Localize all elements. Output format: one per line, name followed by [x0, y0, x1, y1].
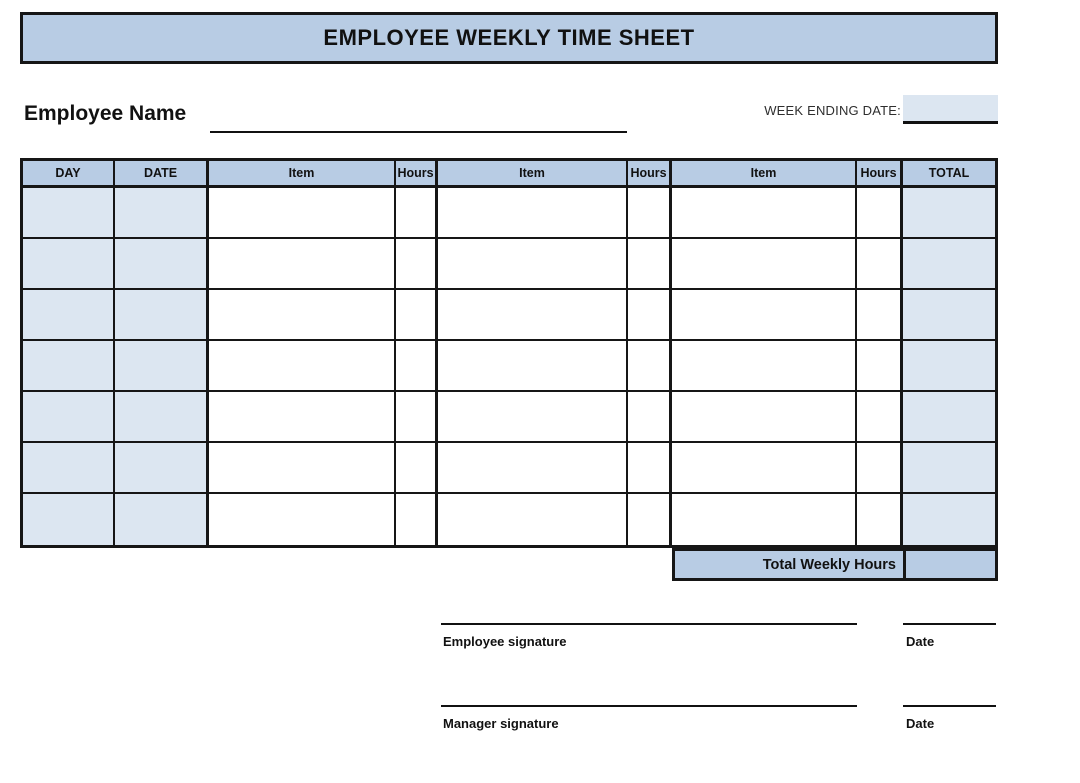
column-header-6-item: Item — [672, 161, 857, 188]
employee-signature-date-input[interactable] — [903, 599, 996, 625]
cell-r7-c8[interactable] — [903, 494, 995, 545]
manager-signature-label: Manager signature — [443, 716, 559, 731]
cell-r5-c3[interactable] — [396, 392, 438, 443]
cell-r3-c6[interactable] — [672, 290, 857, 341]
cell-r2-c4[interactable] — [438, 239, 628, 290]
cell-r1-c3[interactable] — [396, 188, 438, 239]
cell-r5-c5[interactable] — [628, 392, 672, 443]
cell-r2-c2[interactable] — [209, 239, 396, 290]
cell-r7-c6[interactable] — [672, 494, 857, 545]
cell-r3-c2[interactable] — [209, 290, 396, 341]
week-ending-date-label: WEEK ENDING DATE: — [764, 103, 901, 118]
cell-r2-c7[interactable] — [857, 239, 903, 290]
cell-r7-c2[interactable] — [209, 494, 396, 545]
cell-r4-c5[interactable] — [628, 341, 672, 392]
cell-r6-c7[interactable] — [857, 443, 903, 494]
cell-r7-c7[interactable] — [857, 494, 903, 545]
cell-r6-c0[interactable] — [23, 443, 115, 494]
cell-r7-c3[interactable] — [396, 494, 438, 545]
manager-signature-input[interactable] — [441, 681, 857, 707]
page-title: EMPLOYEE WEEKLY TIME SHEET — [323, 25, 695, 50]
cell-r4-c6[interactable] — [672, 341, 857, 392]
cell-r5-c1[interactable] — [115, 392, 209, 443]
employee-name-input[interactable] — [210, 106, 627, 133]
manager-signature-date-label: Date — [906, 716, 935, 731]
column-header-2-item: Item — [209, 161, 396, 188]
cell-r5-c8[interactable] — [903, 392, 995, 443]
cell-r7-c5[interactable] — [628, 494, 672, 545]
cell-r3-c3[interactable] — [396, 290, 438, 341]
employee-name-label: Employee Name — [24, 102, 187, 125]
employee-signature-date-label: Date — [906, 634, 935, 649]
cell-r2-c3[interactable] — [396, 239, 438, 290]
total-weekly-hours-label: Total Weekly Hours — [675, 551, 906, 578]
cell-r6-c2[interactable] — [209, 443, 396, 494]
cell-r6-c6[interactable] — [672, 443, 857, 494]
cell-r3-c0[interactable] — [23, 290, 115, 341]
cell-r7-c4[interactable] — [438, 494, 628, 545]
cell-r6-c5[interactable] — [628, 443, 672, 494]
cell-r6-c3[interactable] — [396, 443, 438, 494]
cell-r4-c2[interactable] — [209, 341, 396, 392]
cell-r5-c7[interactable] — [857, 392, 903, 443]
employee-signature-label: Employee signature — [443, 634, 567, 649]
cell-r3-c7[interactable] — [857, 290, 903, 341]
cell-r2-c0[interactable] — [23, 239, 115, 290]
cell-r4-c3[interactable] — [396, 341, 438, 392]
column-header-8-total: TOTAL — [903, 161, 995, 188]
column-header-1-date: DATE — [115, 161, 209, 188]
week-ending-date-input[interactable] — [903, 95, 998, 124]
cell-r2-c8[interactable] — [903, 239, 995, 290]
cell-r1-c6[interactable] — [672, 188, 857, 239]
cell-r1-c7[interactable] — [857, 188, 903, 239]
timesheet-table — [20, 158, 998, 548]
total-weekly-hours-row — [672, 548, 998, 581]
cell-r4-c4[interactable] — [438, 341, 628, 392]
cell-r1-c1[interactable] — [115, 188, 209, 239]
cell-r1-c2[interactable] — [209, 188, 396, 239]
manager-signature-date-input[interactable] — [903, 681, 996, 707]
column-header-4-item: Item — [438, 161, 628, 188]
cell-r2-c6[interactable] — [672, 239, 857, 290]
cell-r1-c5[interactable] — [628, 188, 672, 239]
cell-r6-c1[interactable] — [115, 443, 209, 494]
column-header-7-hours: Hours — [857, 161, 903, 188]
cell-r1-c4[interactable] — [438, 188, 628, 239]
cell-r2-c1[interactable] — [115, 239, 209, 290]
cell-r3-c1[interactable] — [115, 290, 209, 341]
cell-r5-c6[interactable] — [672, 392, 857, 443]
cell-r3-c8[interactable] — [903, 290, 995, 341]
total-weekly-hours-value[interactable] — [906, 551, 995, 578]
cell-r3-c5[interactable] — [628, 290, 672, 341]
cell-r4-c7[interactable] — [857, 341, 903, 392]
cell-r2-c5[interactable] — [628, 239, 672, 290]
cell-r7-c1[interactable] — [115, 494, 209, 545]
cell-r4-c0[interactable] — [23, 341, 115, 392]
title-bar — [20, 12, 998, 64]
cell-r5-c2[interactable] — [209, 392, 396, 443]
column-header-5-hours: Hours — [628, 161, 672, 188]
cell-r4-c8[interactable] — [903, 341, 995, 392]
cell-r1-c8[interactable] — [903, 188, 995, 239]
cell-r1-c0[interactable] — [23, 188, 115, 239]
column-header-0-day: DAY — [23, 161, 115, 188]
cell-r5-c0[interactable] — [23, 392, 115, 443]
column-header-3-hours: Hours — [396, 161, 438, 188]
employee-signature-input[interactable] — [441, 599, 857, 625]
cell-r7-c0[interactable] — [23, 494, 115, 545]
cell-r4-c1[interactable] — [115, 341, 209, 392]
cell-r3-c4[interactable] — [438, 290, 628, 341]
cell-r6-c8[interactable] — [903, 443, 995, 494]
cell-r5-c4[interactable] — [438, 392, 628, 443]
cell-r6-c4[interactable] — [438, 443, 628, 494]
